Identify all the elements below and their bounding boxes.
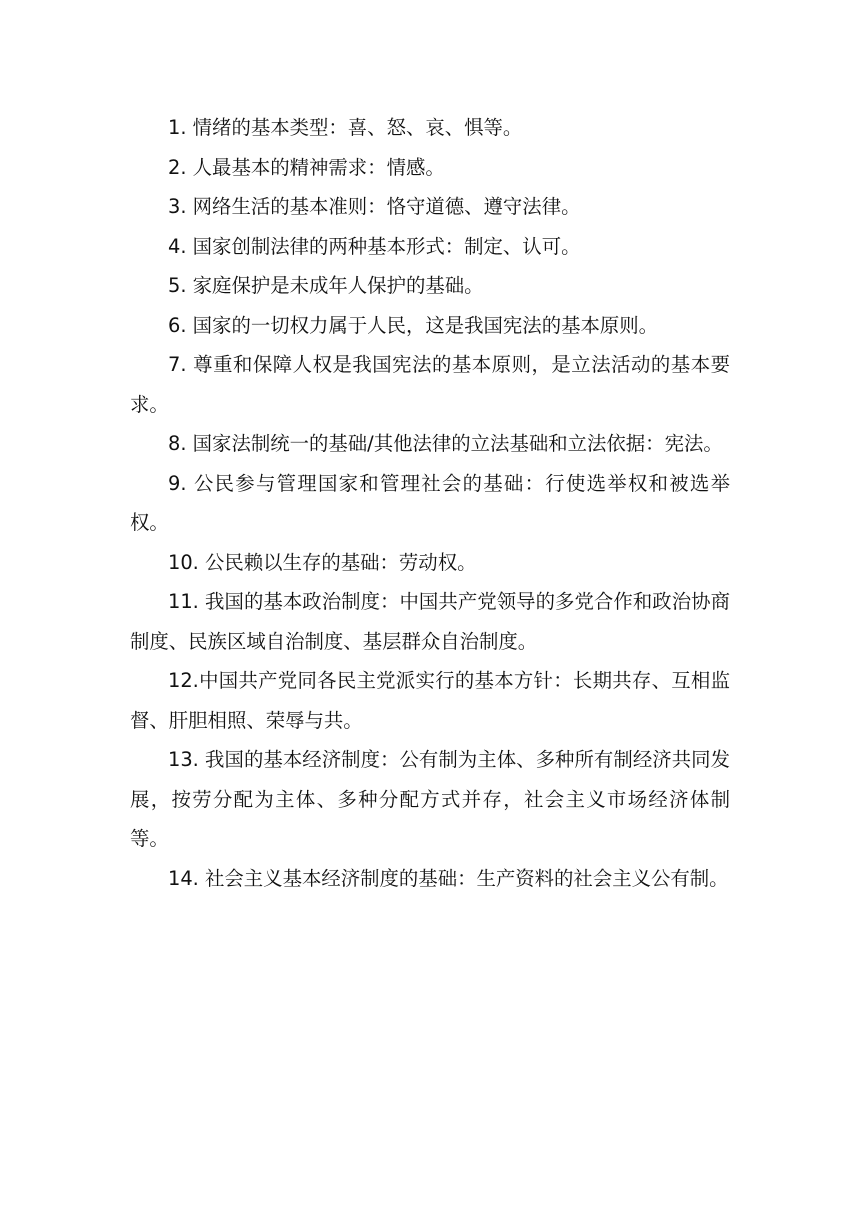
list-item: 6. 国家的一切权力属于人民，这是我国宪法的基本原则。 [168,313,659,337]
list-item: 14. 社会主义基本经济制度的基础：生产资料的社会主义公有制。 [168,866,729,890]
list-item: 10. 公民赖以生存的基础：劳动权。 [168,550,477,574]
list-item: 4. 国家创制法律的两种基本形式：制定、认可。 [168,234,581,258]
list-item: 13. 我国的基本经济制度：公有制为主体、多种所有制经济共同发展，按劳分配为主体、多种分配方式并存，社会主义市场经济体制等。 [130,748,730,850]
list-item: 3. 网络生活的基本准则：恪守道德、遵守法律。 [168,195,581,218]
list-item: 9. 公民参与管理国家和管理社会的基础：行使选举权和被选举权。 [130,471,730,534]
list-item: 11. 我国的基本政治制度：中国共产党领导的多党合作和政治协商制度、民族区域自治制度、基层群众自治制度。 [130,590,730,653]
list-item: 2. 人最基本的精神需求：情感。 [168,155,445,179]
list-item: 8. 国家法制统一的基础/其他法律的立法基础和立法依据：宪法。 [168,432,723,455]
list-item: 7. 尊重和保障人权是我国宪法的基本原则，是立法活动的基本要求。 [130,353,730,416]
list-item: 1. 情绪的基本类型：喜、怒、哀、惧等。 [168,116,523,139]
list-item: 5. 家庭保护是未成年人保护的基础。 [168,274,484,297]
document-page [130,108,730,898]
list-item: 12.中国共产党同各民主党派实行的基本方针：长期共存、互相监督、肝胆相照、荣辱与共。 [130,669,730,732]
